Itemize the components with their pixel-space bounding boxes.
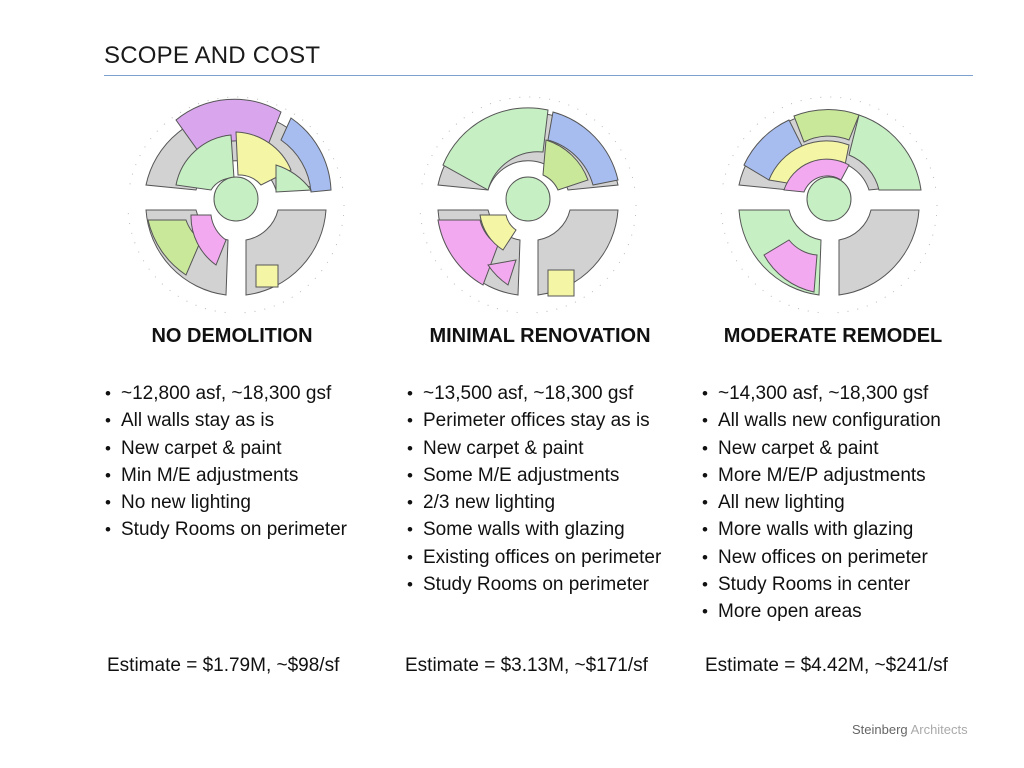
- floor-plan-moderate-remodel: [709, 80, 949, 322]
- list-item: • 2/3 new lighting: [406, 489, 661, 516]
- logo-suffix: Architects: [910, 722, 968, 737]
- list-item: • No new lighting: [104, 489, 347, 516]
- floor-plan-drawing: [709, 80, 949, 322]
- list-item: • Some walls with glazing: [406, 516, 661, 543]
- cost-estimate: Estimate = $4.42M, ~$241/sf: [705, 655, 948, 676]
- option-bullet-list: [701, 380, 941, 626]
- list-item: • All walls stay as is: [104, 407, 347, 434]
- list-item: • New carpet & paint: [406, 435, 661, 462]
- list-item: • More M/E/P adjustments: [701, 462, 941, 489]
- floor-plan-drawing: [116, 80, 356, 322]
- cost-estimate: Estimate = $1.79M, ~$98/sf: [107, 655, 340, 676]
- option-heading: MODERATE REMODEL: [723, 325, 943, 347]
- title-divider: [104, 75, 973, 76]
- list-item: • New carpet & paint: [701, 435, 941, 462]
- list-item: • ~13,500 asf, ~18,300 gsf: [406, 380, 661, 407]
- list-item: • More walls with glazing: [701, 516, 941, 543]
- company-logo: [852, 722, 968, 737]
- floor-plan-minimal-renovation: [408, 80, 648, 322]
- list-item: • All walls new configuration: [701, 407, 941, 434]
- list-item: • Perimeter offices stay as is: [406, 407, 661, 434]
- floor-plan-no-demolition: [116, 80, 356, 322]
- list-item: • More open areas: [701, 598, 941, 625]
- list-item: • Min M/E adjustments: [104, 462, 347, 489]
- floor-plan-drawing: [408, 80, 648, 322]
- list-item: • Study Rooms in center: [701, 571, 941, 598]
- list-item: • ~14,300 asf, ~18,300 gsf: [701, 380, 941, 407]
- option-bullet-list: [406, 380, 661, 598]
- list-item: • Existing offices on perimeter: [406, 544, 661, 571]
- logo-name: Steinberg: [852, 722, 908, 737]
- option-heading: MINIMAL RENOVATION: [429, 325, 651, 347]
- list-item: • Some M/E adjustments: [406, 462, 661, 489]
- list-item: • Study Rooms on perimeter: [406, 571, 661, 598]
- list-item: • Study Rooms on perimeter: [104, 516, 347, 543]
- list-item: • ~12,800 asf, ~18,300 gsf: [104, 380, 347, 407]
- list-item: • New carpet & paint: [104, 435, 347, 462]
- list-item: • All new lighting: [701, 489, 941, 516]
- page-title: SCOPE AND COST: [104, 42, 321, 69]
- cost-estimate: Estimate = $3.13M, ~$171/sf: [405, 655, 648, 676]
- list-item: • New offices on perimeter: [701, 544, 941, 571]
- option-heading: NO DEMOLITION: [151, 325, 313, 347]
- option-bullet-list: [104, 380, 347, 544]
